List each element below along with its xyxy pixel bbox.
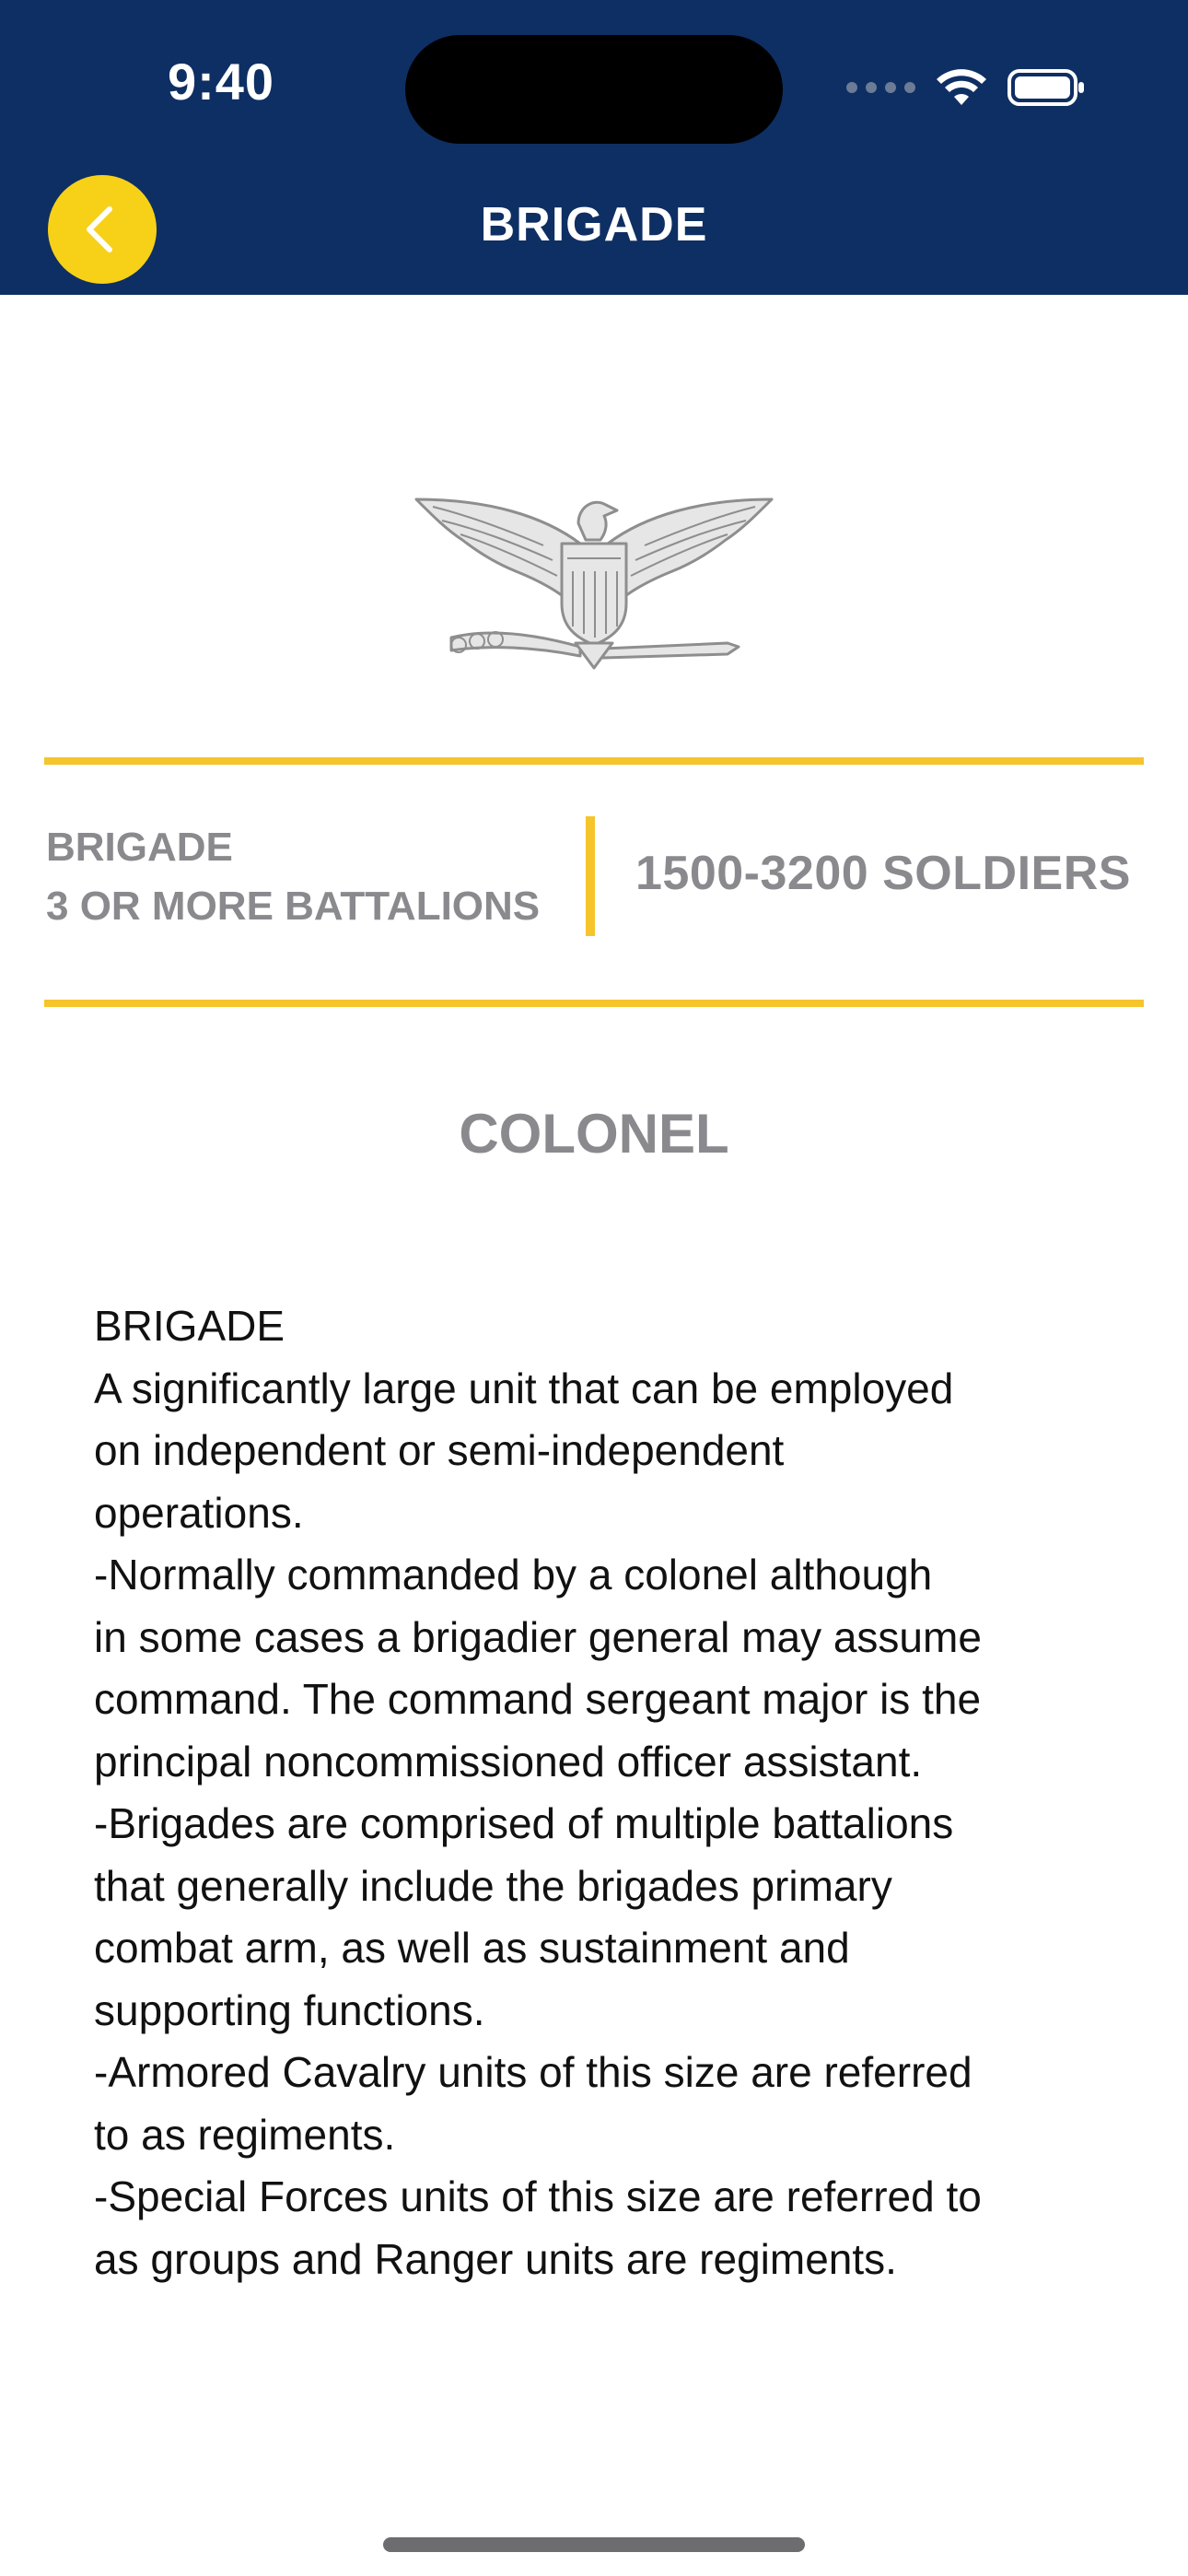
status-time: 9:40 (167, 53, 275, 111)
top-divider (44, 757, 1144, 765)
description-line: in some cases a brigadier general may assume (94, 1612, 982, 1661)
description-line: combat arm, as well as sustainment and (94, 1924, 850, 1972)
description-line: supporting functions. (94, 1985, 485, 2034)
description-line: as groups and Ranger units are regiments. (94, 2234, 897, 2283)
soldier-count: 1500-3200 SOLDIERS (635, 847, 1131, 900)
home-indicator[interactable] (383, 2537, 805, 2552)
header (0, 0, 1188, 295)
description-line: principal noncommissioned officer assistant. (94, 1737, 923, 1786)
dynamic-island (405, 35, 783, 144)
unit-info (46, 818, 580, 936)
description-line: -Special Forces units of this size are referred to (94, 2172, 982, 2220)
unit-name: BRIGADE (46, 825, 233, 870)
description-line: BRIGADE (94, 1302, 285, 1350)
description-line: operations. (94, 1488, 304, 1537)
description-line: to as regiments. (94, 2110, 396, 2159)
unit-composition: 3 OR MORE BATTALIONS (46, 884, 541, 929)
description-line: -Normally commanded by a colonel although (94, 1551, 933, 1598)
description-line: command. The command sergeant major is the (94, 1675, 982, 1723)
description-line: A significantly large unit that can be employed (94, 1364, 954, 1412)
description-line: on independent or semi-independent (94, 1426, 785, 1474)
description-line: that generally include the brigades primary (94, 1861, 892, 1910)
bottom-divider (44, 1000, 1144, 1007)
status-icons (846, 64, 1087, 111)
wifi-icon (936, 68, 987, 107)
colonel-eagle-insignia-icon (405, 479, 783, 682)
page-title: BRIGADE (480, 198, 708, 252)
rank-title: COLONEL (459, 1103, 729, 1165)
info-divider (586, 816, 595, 936)
description (94, 1295, 1116, 2290)
battery-icon (1007, 67, 1087, 108)
description-line: -Brigades are comprised of multiple battalions (94, 1799, 954, 1847)
cellular-dots-icon (846, 82, 915, 93)
description-line: -Armored Cavalry units of this size are referred (94, 2048, 973, 2096)
